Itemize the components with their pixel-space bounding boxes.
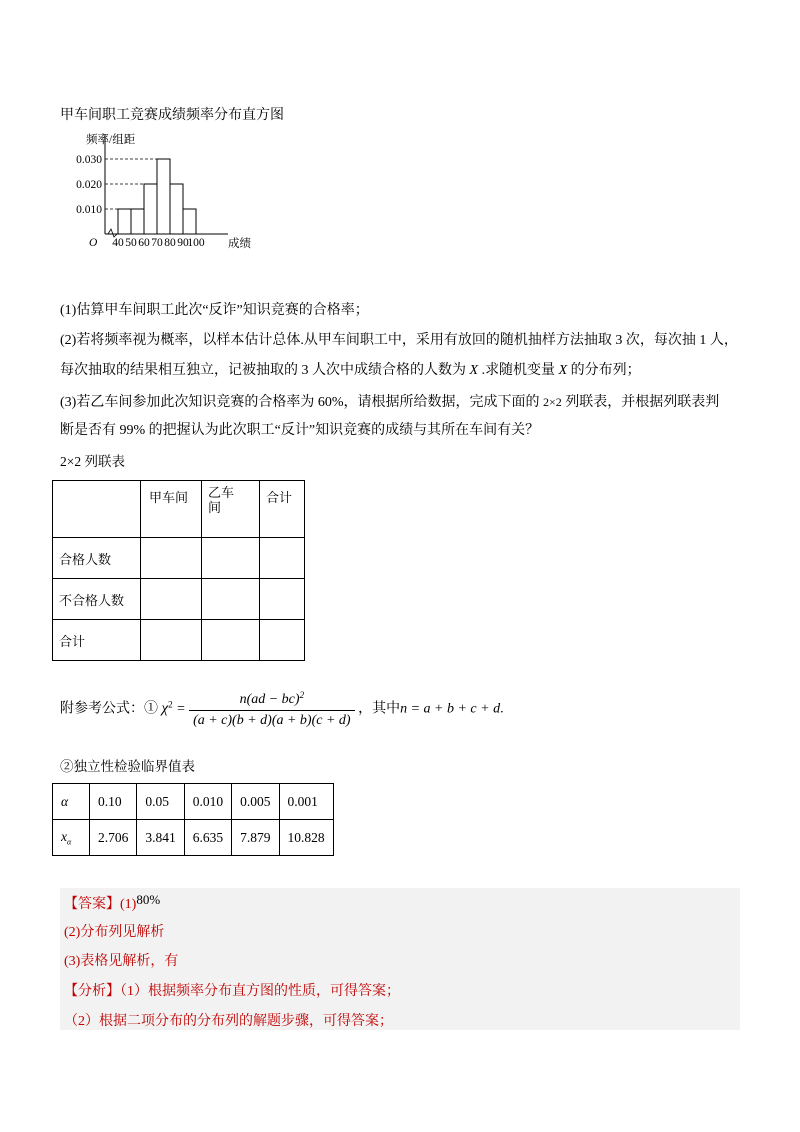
q3-text-b: ，请根据所给数据，完成下面的 bbox=[343, 395, 543, 410]
q3-text-c: 列联表，并根据列联表判 bbox=[561, 395, 720, 410]
contingency-caption: 2×2 列联表 bbox=[60, 454, 125, 469]
y-axis-label: 频率/组距 bbox=[86, 134, 136, 146]
formula-denominator: (a + c)(b + d)(a + b)(c + d) bbox=[193, 713, 351, 728]
alpha-cell: 0.001 bbox=[279, 784, 333, 820]
q2-text-c: 的分布列； bbox=[567, 363, 641, 378]
table-cell bbox=[202, 620, 260, 661]
table-row-label: 合格人数 bbox=[53, 538, 141, 579]
q3-dimension: 2×2 bbox=[543, 395, 562, 409]
x-axis-label: 成绩 bbox=[228, 238, 251, 250]
chi-exponent: 2 bbox=[168, 699, 173, 710]
histogram-title: 甲车间职工竞赛成绩频率分布直方图 bbox=[60, 108, 284, 123]
answer-line-2: (2)分布列见解析 bbox=[64, 925, 165, 940]
answer-block bbox=[60, 888, 740, 1030]
contingency-table bbox=[52, 480, 305, 661]
y-tick-label: 0.020 bbox=[76, 179, 102, 191]
question-3-line-2 bbox=[60, 421, 539, 441]
histogram-bar bbox=[170, 184, 183, 234]
question-2-line-1: (2)若将频率视为概率，以样本估计总体.从甲车间职工中，采用有放回的随机抽样方法抽取 3 次，每次抽 1 人， bbox=[60, 333, 738, 348]
x-value-cell: 3.841 bbox=[137, 820, 184, 856]
table-cell bbox=[141, 538, 202, 579]
x-value-cell: 6.635 bbox=[184, 820, 231, 856]
table-cell bbox=[141, 620, 202, 661]
x-tick-label: 60 bbox=[138, 237, 150, 249]
table-header-cell: 乙车 间 bbox=[202, 481, 260, 538]
chi-symbol: χ bbox=[161, 700, 169, 717]
x-tick-label: 80 bbox=[164, 237, 176, 249]
q3-pass-rate: 60% bbox=[317, 395, 344, 410]
q2-text-b: .求随机变量 bbox=[478, 363, 559, 378]
origin-label: O bbox=[89, 237, 98, 249]
x-tick-label: 100 bbox=[187, 237, 205, 249]
critical-table-caption: ②独立性检验临界值表 bbox=[60, 759, 195, 774]
formula-condition: n = a + b + c + d bbox=[400, 701, 501, 717]
table-header-cell bbox=[53, 481, 141, 538]
answer-tag: 【答案】 bbox=[64, 896, 120, 912]
table-cell bbox=[202, 538, 260, 579]
table-cell bbox=[260, 579, 305, 620]
analysis-tag: 【分析】 bbox=[64, 983, 120, 999]
table-row-label: 合计 bbox=[53, 620, 141, 661]
histogram-bar bbox=[131, 209, 144, 234]
table-cell bbox=[260, 620, 305, 661]
q2-text-a: 每次抽取的结果相互独立，记被抽取的 3 人次中成绩合格的人数为 bbox=[60, 363, 470, 378]
histogram-bar bbox=[118, 209, 131, 234]
x-value-cell: 10.828 bbox=[279, 820, 333, 856]
table-header-cell: 合计 bbox=[260, 481, 305, 538]
y-tick-label: 0.030 bbox=[76, 154, 102, 166]
answer-line-3: (3)表格见解析，有 bbox=[64, 954, 179, 969]
alpha-label: α bbox=[53, 784, 90, 820]
q3-confidence: 99% bbox=[119, 423, 146, 438]
formula-suffix: ，其中 bbox=[358, 701, 401, 717]
table-cell bbox=[260, 538, 305, 579]
critical-value-table bbox=[52, 783, 334, 856]
table-header-cell: 甲车间 bbox=[141, 481, 202, 538]
x-tick-label: 90 bbox=[177, 237, 189, 249]
variable-x: X bbox=[558, 363, 568, 378]
x-value-cell: 2.706 bbox=[90, 820, 137, 856]
table-cell bbox=[202, 579, 260, 620]
q3-text-a: (3)若乙车间参加此次知识竞赛的合格率为 bbox=[60, 395, 318, 410]
x-alpha-label: $x_\alpha$ bbox=[53, 820, 90, 856]
axis-break-mark bbox=[108, 229, 117, 237]
alpha-cell: 0.05 bbox=[137, 784, 184, 820]
formula-prefix: 附参考公式：① bbox=[60, 701, 158, 717]
variable-x: X bbox=[469, 363, 479, 378]
analysis-line-1: 【分析】（1）根据频率分布直方图的性质，可得答案； bbox=[64, 983, 400, 999]
alpha-cell: 0.10 bbox=[90, 784, 137, 820]
x-tick-label: 50 bbox=[125, 237, 137, 249]
histogram-bar bbox=[183, 209, 196, 234]
q3-text-e: 的把握认为此次职工“反计”知识竞赛的成绩与其所在车间有关？ bbox=[145, 423, 540, 438]
x-tick-label: 40 bbox=[112, 237, 124, 249]
y-tick-label: 0.010 bbox=[76, 204, 102, 216]
alpha-cell: 0.005 bbox=[232, 784, 279, 820]
formula-fraction bbox=[189, 690, 355, 729]
alpha-cell: 0.010 bbox=[184, 784, 231, 820]
answer-value: 80% bbox=[136, 892, 161, 907]
analysis-line-2: （2）根据二项分布的分布列的解题步骤，可得答案； bbox=[64, 1014, 393, 1029]
reference-formula: 附参考公式：① $\chi^2$ = $\frac{n(ad - bc)^2}{(a + c)(b + d)(a + b)(c + d)}$ ，其中n = a + b + c + d. bbox=[60, 690, 504, 728]
question-1: (1)估算甲车间职工此次“反诈”知识竞赛的合格率； bbox=[60, 303, 369, 318]
question-2-line-2 bbox=[60, 361, 641, 381]
answer-line-1: 【答案】(1)80% bbox=[64, 892, 161, 912]
x-value-cell: 7.879 bbox=[232, 820, 279, 856]
question-3-line-1 bbox=[60, 392, 719, 413]
histogram-bar bbox=[144, 184, 157, 234]
histogram-bar bbox=[157, 159, 170, 234]
table-cell bbox=[141, 579, 202, 620]
table-row-label: 不合格人数 bbox=[53, 579, 141, 620]
histogram-chart bbox=[60, 126, 290, 256]
formula-numerator: n(ad − bc)$^2$ bbox=[189, 690, 355, 711]
q3-text-d: 断是否有 bbox=[60, 423, 120, 438]
x-tick-label: 70 bbox=[151, 237, 163, 249]
